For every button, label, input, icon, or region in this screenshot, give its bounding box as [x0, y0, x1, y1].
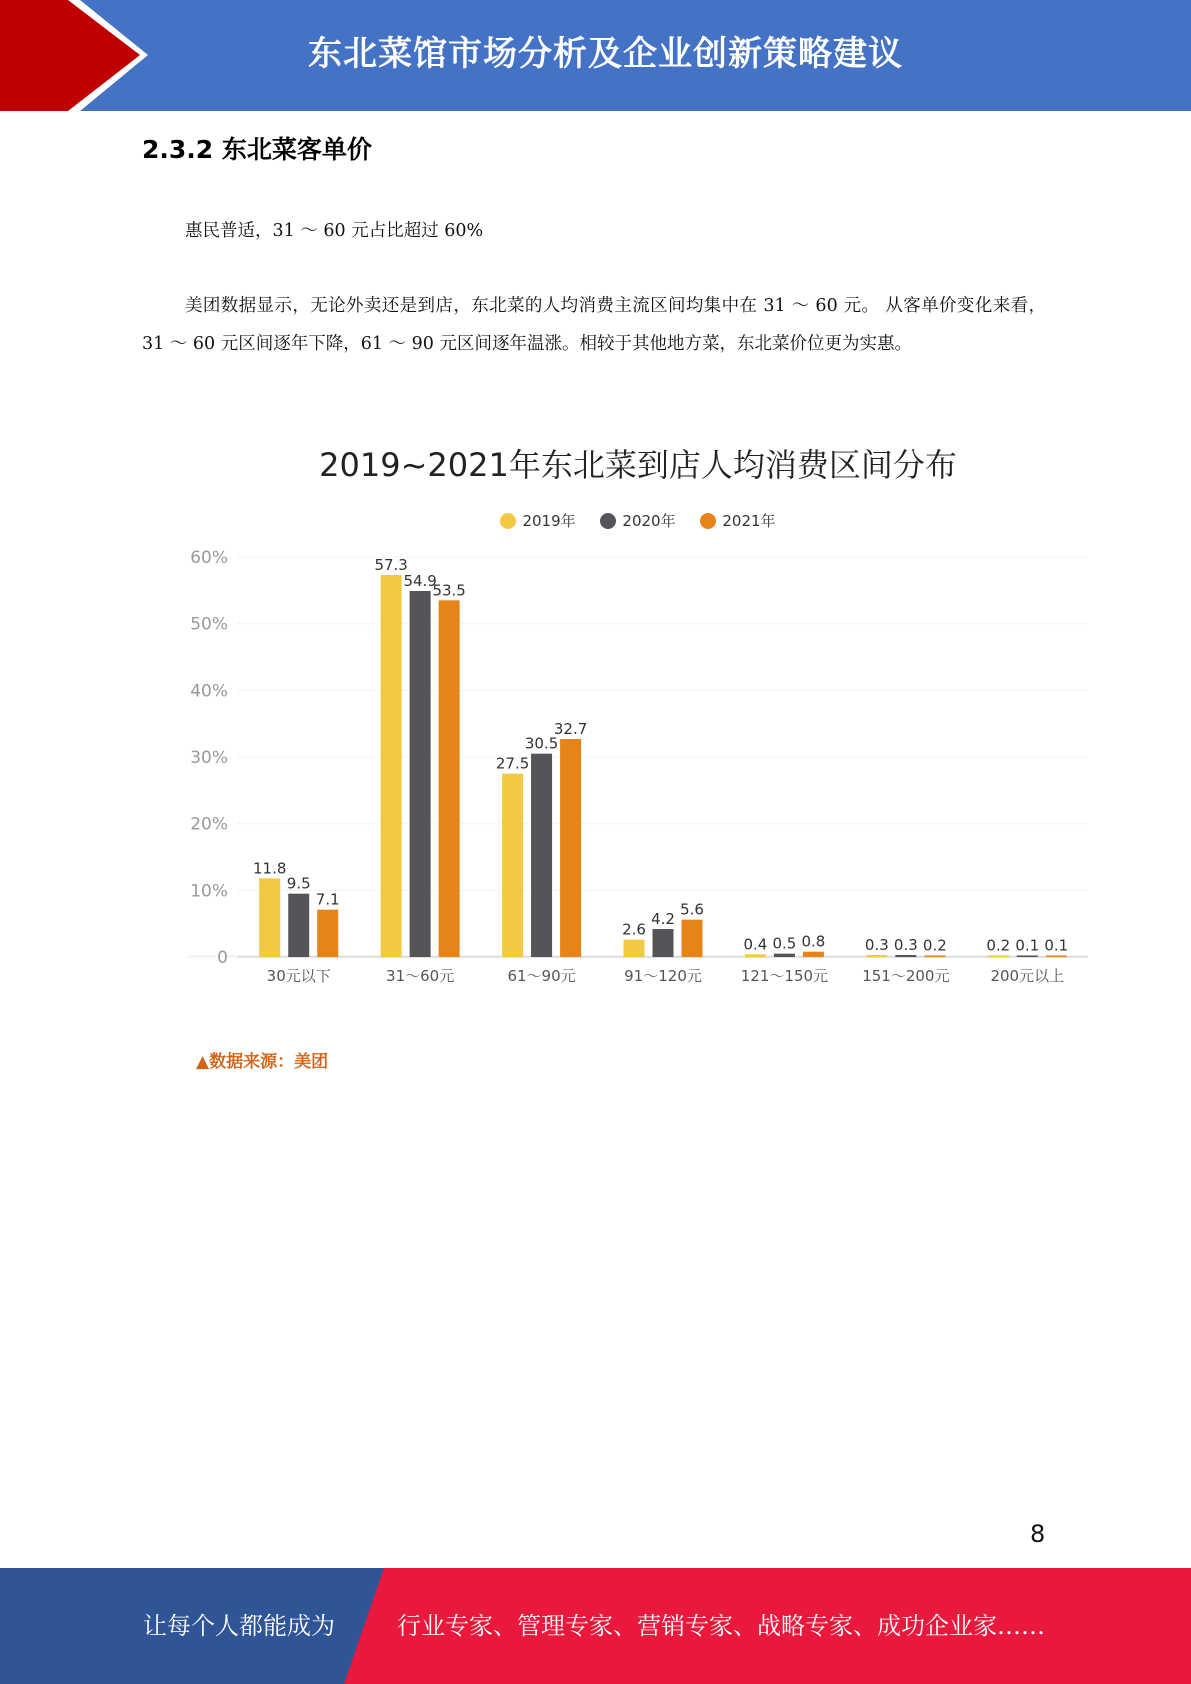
section-heading: 2.3.2 东北菜客单价: [142, 135, 372, 164]
bar: [988, 956, 1009, 958]
paragraph-summary: 惠民普适，31 ～ 60 元占比超过 60%: [185, 221, 484, 241]
x-tick-label: 91～120元: [624, 967, 702, 985]
data-label: 57.3: [374, 556, 408, 574]
data-label: 53.5: [432, 581, 466, 600]
legend-item-2020: [600, 510, 675, 531]
bar: [259, 878, 280, 957]
legend-label: 2021年: [722, 512, 776, 530]
y-tick-label: 40%: [190, 681, 228, 702]
data-label: 27.5: [495, 754, 530, 773]
footer-slogan-right: 行业专家、管理专家、营销专家、战略专家、成功企业家……: [397, 1612, 1045, 1640]
data-label: 0.2: [986, 936, 1011, 955]
data-label: 54.9: [403, 572, 437, 590]
y-tick-label: 30%: [190, 748, 228, 768]
data-label: 0.5: [772, 934, 797, 953]
paragraph-body: 美团数据显示，无论外卖还是到店，东北菜的人均消费主流区间均集中在 31 ～ 60 元。 从客单价变化来看，31 ～ 60 元区间逐年下降，61 ～ 90 元区间逐年温涨。相较于其他地方菜，东北菜价位更为实惠。: [142, 296, 1046, 354]
x-tick-label: 31～60元: [386, 967, 455, 985]
y-tick-label: 20%: [190, 814, 228, 835]
bar: [682, 920, 703, 957]
bar: [803, 952, 824, 957]
legend-label: 2019年: [522, 512, 576, 530]
data-label: 0.8: [801, 932, 826, 951]
data-label: 0.3: [893, 936, 918, 954]
bar: [895, 955, 916, 957]
chart-plot-area: [188, 540, 1088, 1000]
x-tick-label: 151～200元: [862, 967, 950, 985]
bar: [560, 739, 581, 957]
bar: [531, 754, 552, 957]
bar: [439, 600, 460, 957]
data-label: 0.4: [743, 935, 768, 954]
legend-label: 2020年: [622, 512, 676, 530]
page-header: [0, 0, 1191, 111]
data-label: 2.6: [622, 920, 646, 939]
y-tick-label: 10%: [190, 881, 228, 902]
x-tick-label: 200元以上: [990, 967, 1065, 985]
chart-title: 2019~2021年东北菜到店人均消费区间分布: [319, 446, 957, 484]
data-label: 0.3: [864, 936, 889, 954]
data-label: 0.1: [1015, 936, 1040, 955]
data-label: 11.8: [253, 859, 287, 878]
y-tick-label: 60%: [190, 548, 228, 568]
data-label: 9.5: [286, 874, 311, 893]
bar: [410, 591, 431, 957]
bar: [502, 774, 523, 957]
data-label: 7.1: [315, 890, 340, 909]
document-title: 东北菜馆市场分析及企业创新策略建议: [308, 34, 903, 74]
bar: [745, 954, 766, 957]
bar: [381, 575, 402, 957]
x-tick-label: 61～90元: [507, 967, 576, 985]
data-label: 0.1: [1044, 936, 1069, 955]
bar: [866, 955, 887, 957]
x-tick-label: 30元以下: [266, 967, 331, 985]
bar: [1046, 956, 1067, 958]
bar: [653, 929, 674, 957]
legend-item-2021: [700, 510, 775, 531]
data-label: 5.6: [680, 900, 704, 919]
chart-legend: [188, 510, 1088, 531]
legend-item-2019: [500, 510, 575, 531]
y-tick-label: 0: [217, 948, 228, 968]
y-tick-label: 50%: [190, 614, 228, 635]
legend-swatch: [600, 513, 616, 529]
footer-slogan-left: 让每个人都能成为: [143, 1612, 335, 1640]
legend-swatch: [500, 513, 516, 529]
data-label: 0.2: [922, 936, 947, 955]
bar: [1017, 956, 1038, 958]
data-label: 4.2: [651, 910, 675, 928]
bar: [288, 894, 309, 957]
page-number: 8: [1030, 1520, 1046, 1548]
bar: [624, 940, 645, 957]
bar: [317, 910, 338, 957]
legend-swatch: [700, 513, 716, 529]
header-arrow-decoration: [0, 0, 170, 111]
page-footer: [0, 1568, 1191, 1684]
data-label: 30.5: [524, 734, 559, 753]
x-tick-label: 121～150元: [740, 967, 829, 985]
data-label: 32.7: [553, 720, 588, 738]
bar: [924, 956, 945, 958]
data-source-note: ▲数据来源：美团: [196, 1052, 329, 1072]
bar: [774, 954, 795, 957]
